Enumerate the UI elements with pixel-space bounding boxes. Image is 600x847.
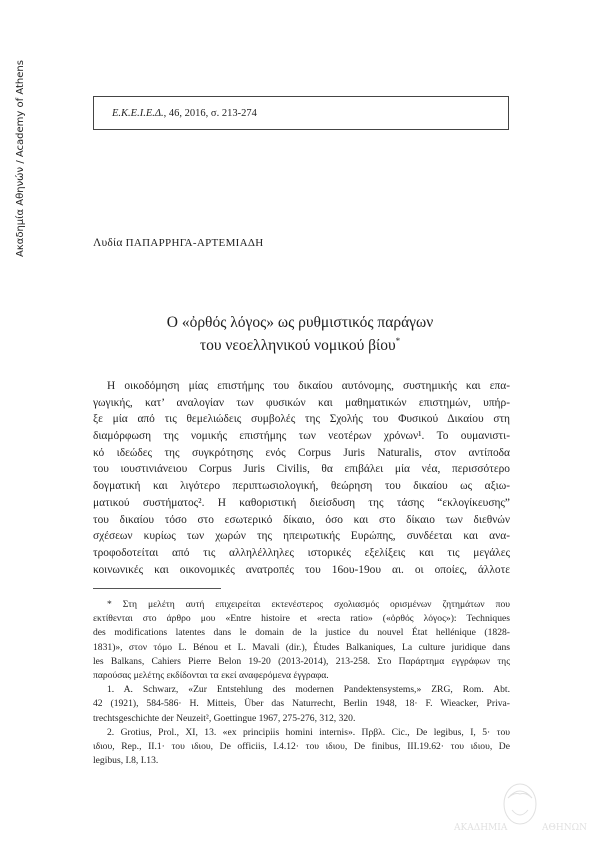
archive-side-label: Ακαδημία Αθηνών / Academy of Athens xyxy=(15,60,26,257)
body-line: του δικαίου τόσο στο εσωτερικό δίκαιο, όσο και στο δίκαιο των διεθνών xyxy=(93,513,510,526)
journal-citation-box xyxy=(93,96,509,130)
footnote-line: ιδιου, Rep., II.1· του ιδιου, De officiis, I.4.12· του ιδιου, De finibus, III.19.62· του ιδιου, De xyxy=(93,740,510,752)
author-name xyxy=(93,237,263,249)
footnote-line: legibus, I.8, I.13. xyxy=(93,755,159,767)
body-line: διαμόρφωση της νομικής επιστήμης των νεοτέρων χρόνων¹. Το ουμανιστι- xyxy=(93,430,510,443)
academy-watermark-logo xyxy=(450,780,590,835)
footnotes xyxy=(93,598,510,768)
journal-name: Ε.Κ.Ε.Ι.Ε.Δ. xyxy=(112,107,164,119)
watermark-left-word: ΑΚΑΔΗΜΙΑ xyxy=(454,823,508,833)
footnote-line: εκτίθενται στο άρθρο μου «Entre histoire et «recta ratio» («ὀρθός λόγος»): Techniques xyxy=(93,613,510,625)
article-title-line-2 xyxy=(60,332,540,355)
article-title-line-1: Ο «ὀρθός λόγος» ως ρυθμιστικός παράγων xyxy=(166,314,434,331)
body-line: του ιουστινιάνειου Corpus Juris Civilis, θα επιβάλει μία νέα, περισσότερο xyxy=(93,463,510,476)
body-line: γωγικής, κατ’ αναλογίαν των φυσικών και μαθηματικών επιστημών, υπήρ- xyxy=(93,396,510,409)
body-line: σχέσεων κυρίως των χωρών της ηπειρωτικής Ευρώπης, συνδέεται και ανα- xyxy=(93,530,510,543)
footnote-line: les Balkans, Cahiers Pierre Belon 19-20 (2013-2014), 213-258. Στο Παράρτημα εγγράφων της xyxy=(93,655,510,667)
body-line: κοινωνικές και οικονομικές ανατροπές του 16ου-19ου αι. οι οποίες, άλλοτε xyxy=(93,563,510,576)
footnote-line: trechtsgeschichte der Neuzeit², Goettingue 1967, 275-276, 312, 320. xyxy=(93,712,356,724)
footnote-line: παρούσας μελέτης εκδίδονται τα εκεί αναφερόμενα έγγραφα. xyxy=(93,669,329,681)
body-line: δογματική και λιγότερο περιπτωσιολογική, θεώρηση του δικαίου ως αξιω- xyxy=(93,480,510,493)
body-line: κό ιδεώδες της συγκρότησης ενός Corpus Juris Naturalis, στον αντίποδα xyxy=(93,446,510,459)
title-footnote-mark: * xyxy=(395,336,401,346)
footnote-line: * Στη μελέτη αυτή επιχειρείται εκτενέστερος σχολιασμός ορισμένων ζητημάτων που xyxy=(107,599,510,610)
footnote-line: des modifications latentes dans le domain de la justice du nouvel État hellénique (1828- xyxy=(93,627,510,639)
body-line: τροφοδοτείται από τις αλληλέλληλες ιστορικές εξελίξεις και τις μεγάλες xyxy=(93,546,510,559)
body-line: ματικού συστήματος². Η καθοριστική διείσδυση της τάσης “εκλογίκευσης” xyxy=(93,496,510,509)
footnote-separator xyxy=(93,588,221,589)
footnote-line: 42 (1921), 584-586· H. Mitteis, Über das Naturrecht, Berlin 1948, 18· F. Wieacker, Priva- xyxy=(93,698,510,710)
article-body xyxy=(93,378,510,578)
author-first-name: Λυδία xyxy=(93,237,126,249)
footnote-line: 1831)», στον τόμο L. Bénou et L. Mavali (dir.), Études Balkaniques, La culture juridique dans xyxy=(93,641,510,653)
article-title-line-2-text: του νεοελληνικού νομικού βίου xyxy=(199,337,396,354)
watermark-right-word: ΑΘΗΝΩΝ xyxy=(542,823,587,833)
footnote-line: 2. Grotius, Prol., XI, 13. «ex principiis homini internis». Πρβλ. Cic., De legibus, I, 5· του xyxy=(107,726,510,738)
body-line: ξε μία από τις θεμελιώδεις συμβολές της Σχολής του Φυσικού Δικαίου στη xyxy=(93,413,510,426)
journal-details: , 46, 2016, σ. 213-274 xyxy=(163,107,257,119)
author-last-name: ΠΑΠΑΡΡΗΓΑ-ΑΡΤΕΜΙΑΔΗ xyxy=(125,237,264,249)
body-line: Η οικοδόμηση μίας επιστήμης του δικαίου αυτόνομης, συστημικής και επα- xyxy=(107,380,510,392)
footnote-line: 1. A. Schwarz, «Zur Entstehlung des modernen Pandektensystems,» ZRG, Rom. Abt. xyxy=(107,684,510,696)
